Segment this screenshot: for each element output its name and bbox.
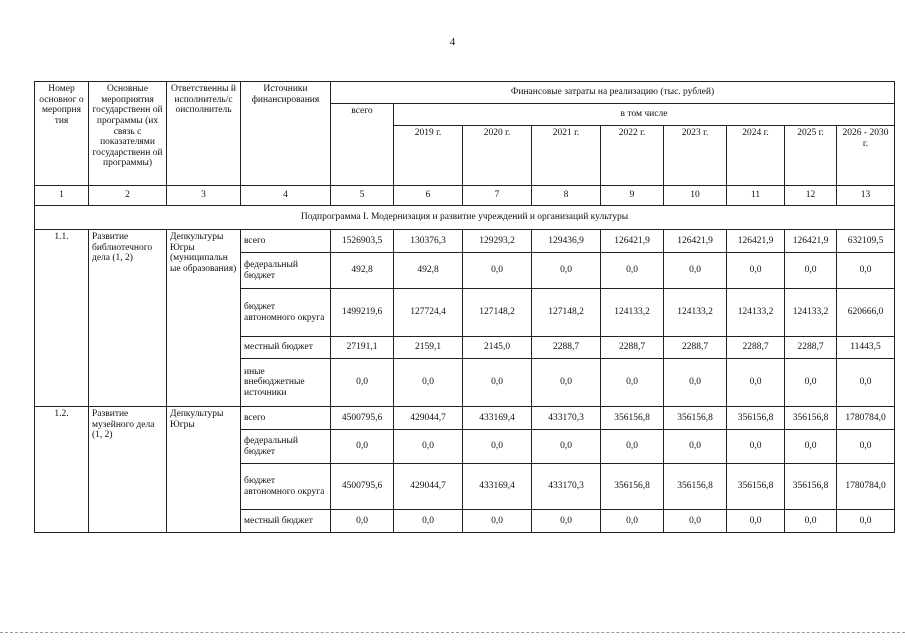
value-cell: 356156,8 xyxy=(785,407,837,430)
value-cell: 0,0 xyxy=(727,510,785,533)
value-cell: 492,8 xyxy=(331,253,394,289)
value-cell: 433169,4 xyxy=(463,464,532,510)
value-cell: 0,0 xyxy=(463,430,532,464)
value-cell: 124133,2 xyxy=(664,289,727,337)
value-cell: 0,0 xyxy=(601,510,664,533)
table-body xyxy=(35,206,895,533)
value-cell: 4500795,6 xyxy=(331,464,394,510)
value-cell: 0,0 xyxy=(727,430,785,464)
value-cell: 126421,9 xyxy=(727,230,785,253)
value-cell: 356156,8 xyxy=(664,464,727,510)
value-cell: 433170,3 xyxy=(532,464,601,510)
header-year: 2026 - 2030 г. xyxy=(837,126,895,186)
value-cell: 0,0 xyxy=(837,430,895,464)
value-cell: 356156,8 xyxy=(727,407,785,430)
value-cell: 0,0 xyxy=(394,510,463,533)
value-cell: 130376,3 xyxy=(394,230,463,253)
value-cell: 2145,0 xyxy=(463,337,532,359)
funding-source: федеральный бюджет xyxy=(241,430,331,464)
value-cell: 126421,9 xyxy=(785,230,837,253)
value-cell: 0,0 xyxy=(837,359,895,407)
value-cell: 127724,4 xyxy=(394,289,463,337)
value-cell: 0,0 xyxy=(463,359,532,407)
header-year: 2022 г. xyxy=(601,126,664,186)
subprogram-title: Подпрограмма I. Модернизация и развитие учреждений и организаций культуры xyxy=(35,206,895,230)
funding-source: всего xyxy=(241,407,331,430)
value-cell: 433169,4 xyxy=(463,407,532,430)
column-number: 3 xyxy=(167,186,241,206)
funding-source: федеральный бюджет xyxy=(241,253,331,289)
activity-responsible: Депкультуры Югры xyxy=(167,407,241,533)
funding-source: местный бюджет xyxy=(241,510,331,533)
funding-source: бюджет автономного округа xyxy=(241,289,331,337)
value-cell: 0,0 xyxy=(727,359,785,407)
value-cell: 0,0 xyxy=(664,359,727,407)
page-number: 4 xyxy=(449,36,456,48)
value-cell: 0,0 xyxy=(837,253,895,289)
header-responsible: Ответственны й исполнитель/с оисполнитель xyxy=(167,82,241,186)
value-cell: 2288,7 xyxy=(601,337,664,359)
value-cell: 0,0 xyxy=(664,253,727,289)
value-cell: 0,0 xyxy=(785,359,837,407)
value-cell: 492,8 xyxy=(394,253,463,289)
value-cell: 433170,3 xyxy=(532,407,601,430)
value-cell: 0,0 xyxy=(532,253,601,289)
table-row xyxy=(35,407,895,430)
value-cell: 0,0 xyxy=(601,253,664,289)
value-cell: 2288,7 xyxy=(727,337,785,359)
header-year: 2023 г. xyxy=(664,126,727,186)
header-including: в том числе xyxy=(394,104,895,126)
value-cell: 2159,1 xyxy=(394,337,463,359)
value-cell: 0,0 xyxy=(394,359,463,407)
value-cell: 1526903,5 xyxy=(331,230,394,253)
value-cell: 0,0 xyxy=(532,430,601,464)
column-number: 5 xyxy=(331,186,394,206)
value-cell: 0,0 xyxy=(331,430,394,464)
column-number: 10 xyxy=(664,186,727,206)
page-bottom-divider xyxy=(0,632,905,633)
funding-source: иные внебюджетные источники xyxy=(241,359,331,407)
value-cell: 356156,8 xyxy=(664,407,727,430)
value-cell: 126421,9 xyxy=(601,230,664,253)
activity-name: Развитие библиотечного дела (1, 2) xyxy=(89,230,167,407)
value-cell: 4500795,6 xyxy=(331,407,394,430)
table-head xyxy=(35,82,895,206)
value-cell: 124133,2 xyxy=(785,289,837,337)
header-total: всего xyxy=(331,104,394,186)
activity-number: 1.2. xyxy=(35,407,89,533)
column-number: 11 xyxy=(727,186,785,206)
value-cell: 11443,5 xyxy=(837,337,895,359)
value-cell: 0,0 xyxy=(664,510,727,533)
column-number: 4 xyxy=(241,186,331,206)
value-cell: 0,0 xyxy=(785,510,837,533)
header-row-1 xyxy=(35,82,895,104)
value-cell: 0,0 xyxy=(785,253,837,289)
header-year: 2019 г. xyxy=(394,126,463,186)
value-cell: 356156,8 xyxy=(601,407,664,430)
financing-table xyxy=(34,81,895,533)
activity-number: 1.1. xyxy=(35,230,89,407)
value-cell: 124133,2 xyxy=(727,289,785,337)
header-financial-costs: Финансовые затраты на реализацию (тыс. рублей) xyxy=(331,82,895,104)
value-cell: 0,0 xyxy=(532,359,601,407)
value-cell: 2288,7 xyxy=(664,337,727,359)
value-cell: 2288,7 xyxy=(532,337,601,359)
value-cell: 0,0 xyxy=(463,253,532,289)
value-cell: 1780784,0 xyxy=(837,407,895,430)
value-cell: 0,0 xyxy=(664,430,727,464)
value-cell: 0,0 xyxy=(331,359,394,407)
value-cell: 429044,7 xyxy=(394,464,463,510)
value-cell: 2288,7 xyxy=(785,337,837,359)
column-number: 9 xyxy=(601,186,664,206)
table-row xyxy=(35,230,895,253)
value-cell: 1499219,6 xyxy=(331,289,394,337)
column-number: 1 xyxy=(35,186,89,206)
value-cell: 127148,2 xyxy=(463,289,532,337)
header-main-activities: Основные мероприятия государственн ой программы (их связь с показателями государственн ой программы) xyxy=(89,82,167,186)
column-number: 13 xyxy=(837,186,895,206)
value-cell: 27191,1 xyxy=(331,337,394,359)
value-cell: 0,0 xyxy=(532,510,601,533)
value-cell: 356156,8 xyxy=(601,464,664,510)
funding-source: бюджет автономного округа xyxy=(241,464,331,510)
value-cell: 0,0 xyxy=(785,430,837,464)
value-cell: 129293,2 xyxy=(463,230,532,253)
value-cell: 124133,2 xyxy=(601,289,664,337)
value-cell: 1780784,0 xyxy=(837,464,895,510)
header-number: Номер основног о меропрня тия xyxy=(35,82,89,186)
column-number: 12 xyxy=(785,186,837,206)
header-year: 2024 г. xyxy=(727,126,785,186)
value-cell: 356156,8 xyxy=(785,464,837,510)
header-year: 2025 г. xyxy=(785,126,837,186)
column-number: 6 xyxy=(394,186,463,206)
value-cell: 129436,9 xyxy=(532,230,601,253)
header-year: 2020 г. xyxy=(463,126,532,186)
column-number-row xyxy=(35,186,895,206)
value-cell: 127148,2 xyxy=(532,289,601,337)
value-cell: 0,0 xyxy=(331,510,394,533)
value-cell: 632109,5 xyxy=(837,230,895,253)
activity-responsible: Депкультуры Югры (муниципальн ые образования) xyxy=(167,230,241,407)
column-number: 2 xyxy=(89,186,167,206)
column-number: 8 xyxy=(532,186,601,206)
header-year: 2021 г. xyxy=(532,126,601,186)
funding-source: местный бюджет xyxy=(241,337,331,359)
value-cell: 356156,8 xyxy=(727,464,785,510)
subprogram-row xyxy=(35,206,895,230)
header-sources: Источники финансирования xyxy=(241,82,331,186)
value-cell: 0,0 xyxy=(463,510,532,533)
value-cell: 0,0 xyxy=(394,430,463,464)
column-number: 7 xyxy=(463,186,532,206)
value-cell: 620666,0 xyxy=(837,289,895,337)
funding-source: всего xyxy=(241,230,331,253)
value-cell: 126421,9 xyxy=(664,230,727,253)
activity-name: Развитие музейного дела (1, 2) xyxy=(89,407,167,533)
value-cell: 0,0 xyxy=(601,430,664,464)
value-cell: 0,0 xyxy=(837,510,895,533)
value-cell: 429044,7 xyxy=(394,407,463,430)
value-cell: 0,0 xyxy=(601,359,664,407)
value-cell: 0,0 xyxy=(727,253,785,289)
